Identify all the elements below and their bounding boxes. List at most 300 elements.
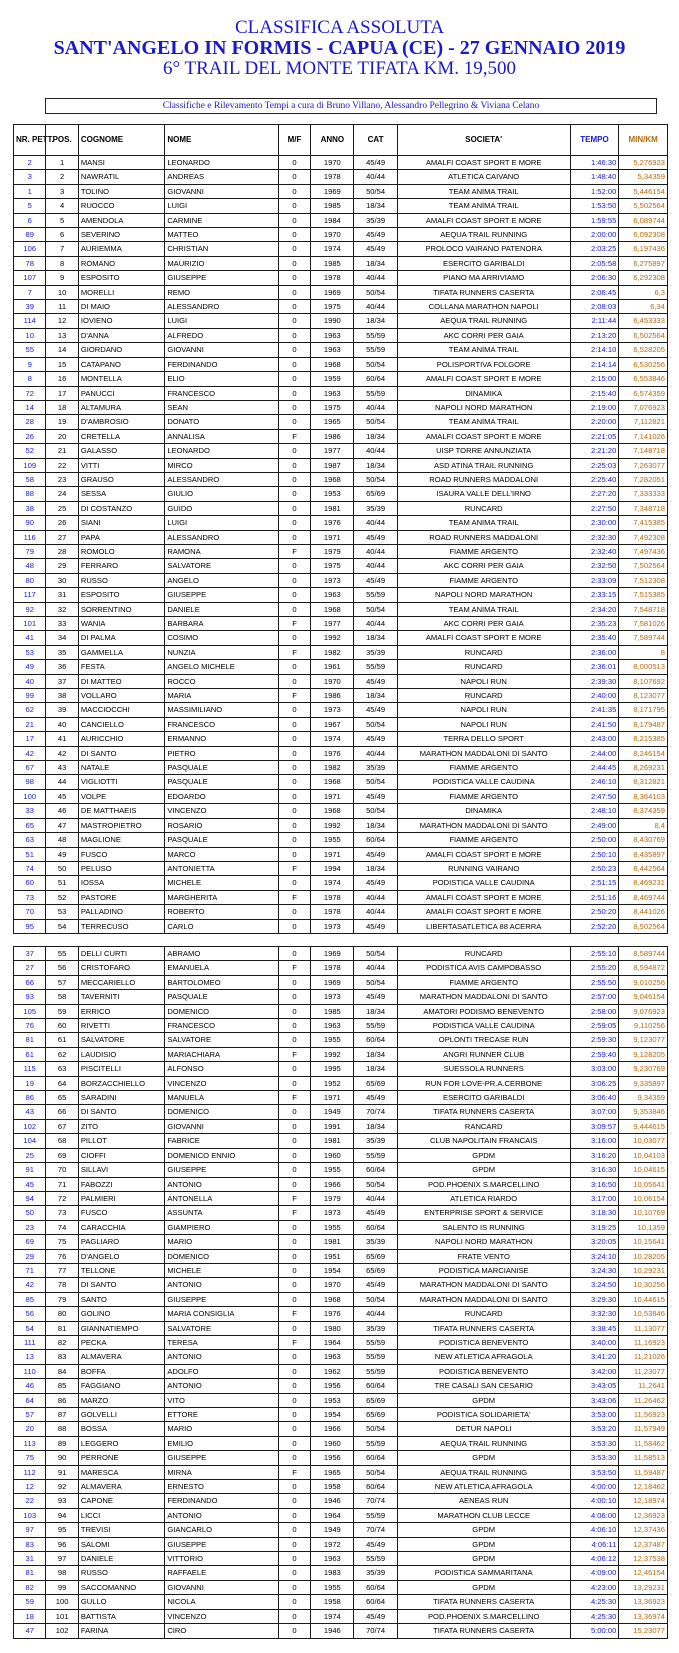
cell-societa: RUNCARD — [397, 645, 570, 659]
cell-cat: 18/34 — [354, 429, 397, 443]
cell-cat: 55/59 — [354, 660, 397, 674]
cell-societa: TERRA DELLO SPORT — [397, 732, 570, 746]
cell-pos: 87 — [46, 1408, 78, 1422]
results-table-part1 — [13, 124, 668, 934]
table-row — [14, 472, 668, 486]
cell-tempo: 1:53:50 — [570, 199, 619, 213]
cell-minkm: 7,076923 — [619, 400, 668, 414]
cell-tempo: 2:21:20 — [570, 444, 619, 458]
cell-pos: 46 — [46, 804, 78, 818]
cell-nome: FRANCESCO — [165, 1019, 279, 1033]
table-row — [14, 1062, 668, 1076]
table-row — [14, 631, 668, 645]
results-table-part2 — [13, 946, 668, 1639]
cell-anno: 1956 — [311, 1379, 354, 1393]
cell-nome: GIANCARLO — [165, 1523, 279, 1537]
cell-cognome: SALOMI — [78, 1537, 164, 1551]
cell-minkm: 11,23077 — [619, 1364, 668, 1378]
cell-mf: 0 — [278, 746, 310, 760]
cell-nome: MARCO — [165, 847, 279, 861]
cell-societa: PODISTICA SOLIDARIETA' — [397, 1408, 570, 1422]
cell-cat: 18/34 — [354, 861, 397, 875]
col-header-minkm: MIN/KM — [619, 125, 668, 156]
cell-cat: 18/34 — [354, 1062, 397, 1076]
cell-nome: EMILIO — [165, 1436, 279, 1450]
cell-mf: 0 — [278, 631, 310, 645]
cell-pett: 55 — [14, 343, 46, 357]
cell-pett: 22 — [14, 1494, 46, 1508]
cell-anno: 1963 — [311, 1350, 354, 1364]
cell-cognome: BATTISTA — [78, 1609, 164, 1623]
cell-anno: 1969 — [311, 947, 354, 961]
table-row — [14, 674, 668, 688]
table-row — [14, 271, 668, 285]
cell-pos: 44 — [46, 775, 78, 789]
cell-nome: VINCENZO — [165, 804, 279, 818]
cell-minkm: 6,089744 — [619, 213, 668, 227]
cell-cat: 40/44 — [354, 905, 397, 919]
cell-tempo: 3:53:50 — [570, 1465, 619, 1479]
cell-cognome: BOSSA — [78, 1422, 164, 1436]
cell-tempo: 3:53:20 — [570, 1422, 619, 1436]
cell-tempo: 2:36:01 — [570, 660, 619, 674]
cell-pett: 91 — [14, 1163, 46, 1177]
cell-tempo: 2:55:10 — [570, 947, 619, 961]
cell-anno: 1960 — [311, 1148, 354, 1162]
cell-minkm: 10,15641 — [619, 1235, 668, 1249]
cell-anno: 1958 — [311, 1595, 354, 1609]
cell-cat: 45/49 — [354, 530, 397, 544]
cell-minkm: 6,092308 — [619, 228, 668, 242]
cell-societa: ESERCITO GARIBALDI — [397, 256, 570, 270]
cell-societa: ROAD RUNNERS MADDALONI — [397, 530, 570, 544]
cell-pos: 39 — [46, 703, 78, 717]
cell-minkm: 9,076923 — [619, 1004, 668, 1018]
cell-cat: 55/59 — [354, 1335, 397, 1349]
cell-anno: 1986 — [311, 689, 354, 703]
cell-mf: F — [278, 890, 310, 904]
cell-minkm: 9,010256 — [619, 975, 668, 989]
cell-tempo: 2:57:00 — [570, 990, 619, 1004]
cell-pos: 11 — [46, 300, 78, 314]
cell-tempo: 2:21:05 — [570, 429, 619, 443]
cell-nome: SALVATORE — [165, 1033, 279, 1047]
cell-anno: 1946 — [311, 1624, 354, 1638]
cell-societa: TEAM ANIMA TRAIL — [397, 602, 570, 616]
cell-cognome: AMENDOLA — [78, 213, 164, 227]
cell-minkm: 8 — [619, 645, 668, 659]
cell-anno: 1958 — [311, 1480, 354, 1494]
cell-anno: 1956 — [311, 1451, 354, 1465]
cell-pett: 56 — [14, 1307, 46, 1321]
cell-pos: 65 — [46, 1091, 78, 1105]
cell-tempo: 2:30:00 — [570, 516, 619, 530]
cell-anno: 1973 — [311, 573, 354, 587]
cell-anno: 1978 — [311, 271, 354, 285]
cell-nome: ROSARIO — [165, 818, 279, 832]
cell-mf: F — [278, 1465, 310, 1479]
cell-nome: PASQUALE — [165, 775, 279, 789]
cell-mf: 0 — [278, 1580, 310, 1594]
cell-anno: 1974 — [311, 876, 354, 890]
cell-pos: 24 — [46, 487, 78, 501]
cell-societa: FIAMME ARGENTO — [397, 573, 570, 587]
table-row — [14, 1105, 668, 1119]
cell-cognome: TREVISI — [78, 1523, 164, 1537]
cell-anno: 1987 — [311, 458, 354, 472]
cell-cognome: MASTROPIETRO — [78, 818, 164, 832]
cell-anno: 1966 — [311, 1177, 354, 1191]
cell-minkm: 8,000513 — [619, 660, 668, 674]
cell-cat: 55/59 — [354, 386, 397, 400]
cell-tempo: 2:44:45 — [570, 761, 619, 775]
cell-cognome: FARINA — [78, 1624, 164, 1638]
cell-pett: 69 — [14, 1235, 46, 1249]
cell-pett: 60 — [14, 876, 46, 890]
cell-pos: 84 — [46, 1364, 78, 1378]
table-row — [14, 1465, 668, 1479]
cell-anno: 1964 — [311, 1508, 354, 1522]
cell-pett: 17 — [14, 732, 46, 746]
cell-pos: 54 — [46, 919, 78, 933]
cell-pos: 95 — [46, 1523, 78, 1537]
col-header-cat: CAT — [354, 125, 397, 156]
cell-nome: VINCENZO — [165, 1609, 279, 1623]
cell-anno: 1954 — [311, 1263, 354, 1277]
cell-minkm: 13,29231 — [619, 1580, 668, 1594]
table-row — [14, 516, 668, 530]
cell-pett: 37 — [14, 947, 46, 961]
table-row — [14, 947, 668, 961]
cell-pett: 72 — [14, 386, 46, 400]
cell-cat: 40/44 — [354, 170, 397, 184]
cell-minkm: 6,574359 — [619, 386, 668, 400]
cell-minkm: 10,10769 — [619, 1206, 668, 1220]
cell-cognome: MARZO — [78, 1393, 164, 1407]
cell-anno: 1973 — [311, 919, 354, 933]
cell-tempo: 3:06:25 — [570, 1076, 619, 1090]
cell-tempo: 2:55:20 — [570, 961, 619, 975]
cell-pett: 76 — [14, 1019, 46, 1033]
cell-nome: MATTEO — [165, 228, 279, 242]
cell-mf: 0 — [278, 415, 310, 429]
cell-nome: ROCCO — [165, 674, 279, 688]
cell-societa: AKC CORRI PER GAIA — [397, 559, 570, 573]
cell-cognome: FESTA — [78, 660, 164, 674]
cell-cognome: LEGGERO — [78, 1436, 164, 1450]
cell-pett: 101 — [14, 617, 46, 631]
cell-tempo: 2:11:44 — [570, 314, 619, 328]
cell-pos: 25 — [46, 501, 78, 515]
cell-mf: 0 — [278, 285, 310, 299]
cell-anno: 1978 — [311, 890, 354, 904]
table-row — [14, 1004, 668, 1018]
cell-cognome: FUSCO — [78, 1206, 164, 1220]
cell-nome: ANTONIO — [165, 1278, 279, 1292]
cell-cat: 55/59 — [354, 1508, 397, 1522]
table-row — [14, 228, 668, 242]
cell-societa: RANCARD — [397, 1119, 570, 1133]
cell-minkm: 7,148718 — [619, 444, 668, 458]
cell-pos: 82 — [46, 1335, 78, 1349]
table-row — [14, 242, 668, 256]
cell-mf: F — [278, 617, 310, 631]
cell-pett: 7 — [14, 285, 46, 299]
cell-mf: 0 — [278, 213, 310, 227]
cell-nome: ERMANNO — [165, 732, 279, 746]
cell-cat: 45/49 — [354, 789, 397, 803]
cell-cognome: SIANI — [78, 516, 164, 530]
col-header-pos: POS. — [46, 125, 78, 156]
table-row — [14, 1566, 668, 1580]
cell-mf: 0 — [278, 1004, 310, 1018]
cell-tempo: 3:16:20 — [570, 1148, 619, 1162]
cell-pett: 59 — [14, 1595, 46, 1609]
cell-cat: 40/44 — [354, 1307, 397, 1321]
cell-pos: 45 — [46, 789, 78, 803]
cell-mf: 0 — [278, 789, 310, 803]
cell-pett: 62 — [14, 703, 46, 717]
cell-pos: 99 — [46, 1580, 78, 1594]
cell-nome: LEONARDO — [165, 444, 279, 458]
cell-mf: 0 — [278, 1552, 310, 1566]
table-row — [14, 1364, 668, 1378]
cell-cognome: PALLADINO — [78, 905, 164, 919]
cell-nome: MARIACHIARA — [165, 1047, 279, 1061]
cell-minkm: 8,179487 — [619, 717, 668, 731]
cell-tempo: 2:47:50 — [570, 789, 619, 803]
cell-societa: PODISTICA AVIS CAMPOBASSO — [397, 961, 570, 975]
cell-cat: 60/64 — [354, 833, 397, 847]
cell-cat: 35/39 — [354, 1235, 397, 1249]
cell-societa: AMALFI COAST SPORT E MORE — [397, 905, 570, 919]
cell-minkm: 11,57949 — [619, 1422, 668, 1436]
cell-minkm: 12,37487 — [619, 1537, 668, 1551]
cell-societa: ASD ATINA TRAIL RUNNING — [397, 458, 570, 472]
cell-nome: ALESSANDRO — [165, 300, 279, 314]
cell-cat: 50/54 — [354, 285, 397, 299]
cell-mf: 0 — [278, 271, 310, 285]
cell-societa: TIFATA RUNNERS CASERTA — [397, 1105, 570, 1119]
cell-anno: 1985 — [311, 199, 354, 213]
cell-mf: 0 — [278, 242, 310, 256]
cell-mf: 0 — [278, 1105, 310, 1119]
cell-tempo: 2:58:00 — [570, 1004, 619, 1018]
cell-cat: 35/39 — [354, 1134, 397, 1148]
cell-pos: 43 — [46, 761, 78, 775]
cell-mf: 0 — [278, 1508, 310, 1522]
table-row — [14, 429, 668, 443]
cell-minkm: 10,44615 — [619, 1292, 668, 1306]
col-header-cognome: COGNOME — [78, 125, 164, 156]
cell-cat: 45/49 — [354, 674, 397, 688]
cell-societa: FIAMME ARGENTO — [397, 789, 570, 803]
col-header-nome: NOME — [165, 125, 279, 156]
cell-societa: FIAMME ARGENTO — [397, 975, 570, 989]
cell-anno: 1959 — [311, 372, 354, 386]
cell-pett: 46 — [14, 1379, 46, 1393]
cell-nome: VITO — [165, 1393, 279, 1407]
cell-pett: 47 — [14, 1624, 46, 1638]
cell-cat: 50/54 — [354, 1292, 397, 1306]
table-row — [14, 1609, 668, 1623]
cell-pett: 42 — [14, 1278, 46, 1292]
cell-societa: AEQUA TRAIL RUNNING — [397, 1465, 570, 1479]
cell-mf: 0 — [278, 357, 310, 371]
cell-mf: 0 — [278, 1263, 310, 1277]
table-row — [14, 285, 668, 299]
cell-anno: 1977 — [311, 444, 354, 458]
cell-minkm: 10,28205 — [619, 1249, 668, 1263]
cell-cat: 45/49 — [354, 876, 397, 890]
cell-anno: 1974 — [311, 242, 354, 256]
cell-pett: 29 — [14, 1249, 46, 1263]
cell-pett: 70 — [14, 905, 46, 919]
cell-nome: BARBARA — [165, 617, 279, 631]
cell-nome: BARTOLOMEO — [165, 975, 279, 989]
cell-minkm: 11,21026 — [619, 1350, 668, 1364]
cell-cognome: GULLO — [78, 1595, 164, 1609]
cell-tempo: 2:00:00 — [570, 228, 619, 242]
cell-nome: NUNZIA — [165, 645, 279, 659]
cell-tempo: 2:33:09 — [570, 573, 619, 587]
cell-cat: 40/44 — [354, 559, 397, 573]
cell-nome: MIRNA — [165, 1465, 279, 1479]
cell-anno: 1953 — [311, 1393, 354, 1407]
cell-nome: MARIO — [165, 1235, 279, 1249]
cell-tempo: 2:59:40 — [570, 1047, 619, 1061]
table-row — [14, 328, 668, 342]
cell-societa: NAPOLI NORD MARATHON — [397, 588, 570, 602]
cell-pos: 42 — [46, 746, 78, 760]
cell-tempo: 2:06:45 — [570, 285, 619, 299]
cell-mf: 0 — [278, 516, 310, 530]
cell-societa: RUNCARD — [397, 501, 570, 515]
cell-tempo: 3:53:00 — [570, 1408, 619, 1422]
cell-pett: 54 — [14, 1321, 46, 1335]
cell-cognome: TAVERNITI — [78, 990, 164, 1004]
cell-mf: 0 — [278, 1134, 310, 1148]
col-header-tempo: TEMPO — [570, 125, 619, 156]
cell-cognome: NATALE — [78, 761, 164, 775]
cell-tempo: 2:25:03 — [570, 458, 619, 472]
cell-societa: FIAMME ARGENTO — [397, 833, 570, 847]
cell-nome: MARIA — [165, 689, 279, 703]
cell-cat: 50/54 — [354, 415, 397, 429]
cell-mf: F — [278, 1206, 310, 1220]
cell-anno: 1968 — [311, 804, 354, 818]
table-row — [14, 415, 668, 429]
cell-pos: 66 — [46, 1105, 78, 1119]
cell-tempo: 3:29:30 — [570, 1292, 619, 1306]
cell-mf: 0 — [278, 1595, 310, 1609]
cell-cognome: CANCIELLO — [78, 717, 164, 731]
cell-anno: 1992 — [311, 1047, 354, 1061]
cell-cognome: MANSI — [78, 156, 164, 170]
cell-cat: 60/64 — [354, 1480, 397, 1494]
cell-pos: 26 — [46, 516, 78, 530]
cell-pett: 93 — [14, 990, 46, 1004]
cell-cognome: CIOFFI — [78, 1148, 164, 1162]
cell-cognome: LICCI — [78, 1508, 164, 1522]
cell-societa: RUNNING VAIRANO — [397, 861, 570, 875]
cell-minkm: 10,04103 — [619, 1148, 668, 1162]
cell-pett: 73 — [14, 890, 46, 904]
table-row — [14, 732, 668, 746]
cell-cat: 65/69 — [354, 1408, 397, 1422]
cell-mf: 0 — [278, 1278, 310, 1292]
cell-anno: 1968 — [311, 602, 354, 616]
cell-pos: 80 — [46, 1307, 78, 1321]
cell-minkm: 10,53846 — [619, 1307, 668, 1321]
cell-tempo: 3:16:30 — [570, 1163, 619, 1177]
cell-pett: 117 — [14, 588, 46, 602]
cell-pos: 41 — [46, 732, 78, 746]
cell-pett: 81 — [14, 1566, 46, 1580]
cell-tempo: 1:46:30 — [570, 156, 619, 170]
col-header-pett: NR. PETT. — [14, 125, 46, 156]
cell-mf: 0 — [278, 588, 310, 602]
cell-nome: MARGHERITA — [165, 890, 279, 904]
table-row — [14, 444, 668, 458]
cell-mf: 0 — [278, 1033, 310, 1047]
table-row — [14, 861, 668, 875]
cell-societa: TEAM ANIMA TRAIL — [397, 184, 570, 198]
cell-mf: 0 — [278, 1148, 310, 1162]
cell-pos: 58 — [46, 990, 78, 1004]
cell-tempo: 2:32:50 — [570, 559, 619, 573]
cell-cat: 35/39 — [354, 645, 397, 659]
cell-cognome: FABOZZI — [78, 1177, 164, 1191]
cell-tempo: 3:16:00 — [570, 1134, 619, 1148]
cell-tempo: 2:40:00 — [570, 689, 619, 703]
cell-anno: 1971 — [311, 789, 354, 803]
cell-pett: 61 — [14, 1047, 46, 1061]
cell-nome: VITTORIO — [165, 1552, 279, 1566]
cell-pett: 13 — [14, 1350, 46, 1364]
cell-pett: 78 — [14, 256, 46, 270]
cell-anno: 1955 — [311, 833, 354, 847]
cell-societa: GPDM — [397, 1580, 570, 1594]
cell-tempo: 3:19:25 — [570, 1220, 619, 1234]
cell-cat: 40/44 — [354, 400, 397, 414]
cell-anno: 1973 — [311, 703, 354, 717]
table-row — [14, 804, 668, 818]
page-title: CLASSIFICA ASSOLUTA — [234, 17, 445, 38]
cell-anno: 1969 — [311, 184, 354, 198]
cell-pos: 56 — [46, 961, 78, 975]
cell-pett: 89 — [14, 228, 46, 242]
cell-anno: 1978 — [311, 905, 354, 919]
cell-cat: 18/34 — [354, 199, 397, 213]
cell-pos: 7 — [46, 242, 78, 256]
cell-tempo: 4:25:30 — [570, 1609, 619, 1623]
cell-mf: F — [278, 1307, 310, 1321]
cell-pos: 23 — [46, 472, 78, 486]
cell-societa: NAPOLI RUN — [397, 674, 570, 688]
cell-societa: MARATHON MADDALONI DI SANTO — [397, 990, 570, 1004]
cell-tempo: 3:17:00 — [570, 1191, 619, 1205]
cell-pos: 67 — [46, 1119, 78, 1133]
cell-mf: 0 — [278, 1163, 310, 1177]
cell-tempo: 3:24:30 — [570, 1263, 619, 1277]
cell-nome: GIOVANNI — [165, 184, 279, 198]
cell-cognome: BOFFA — [78, 1364, 164, 1378]
cell-cat: 45/49 — [354, 573, 397, 587]
cell-minkm: 12,46154 — [619, 1566, 668, 1580]
cell-tempo: 2:44:00 — [570, 746, 619, 760]
cell-pos: 53 — [46, 905, 78, 919]
